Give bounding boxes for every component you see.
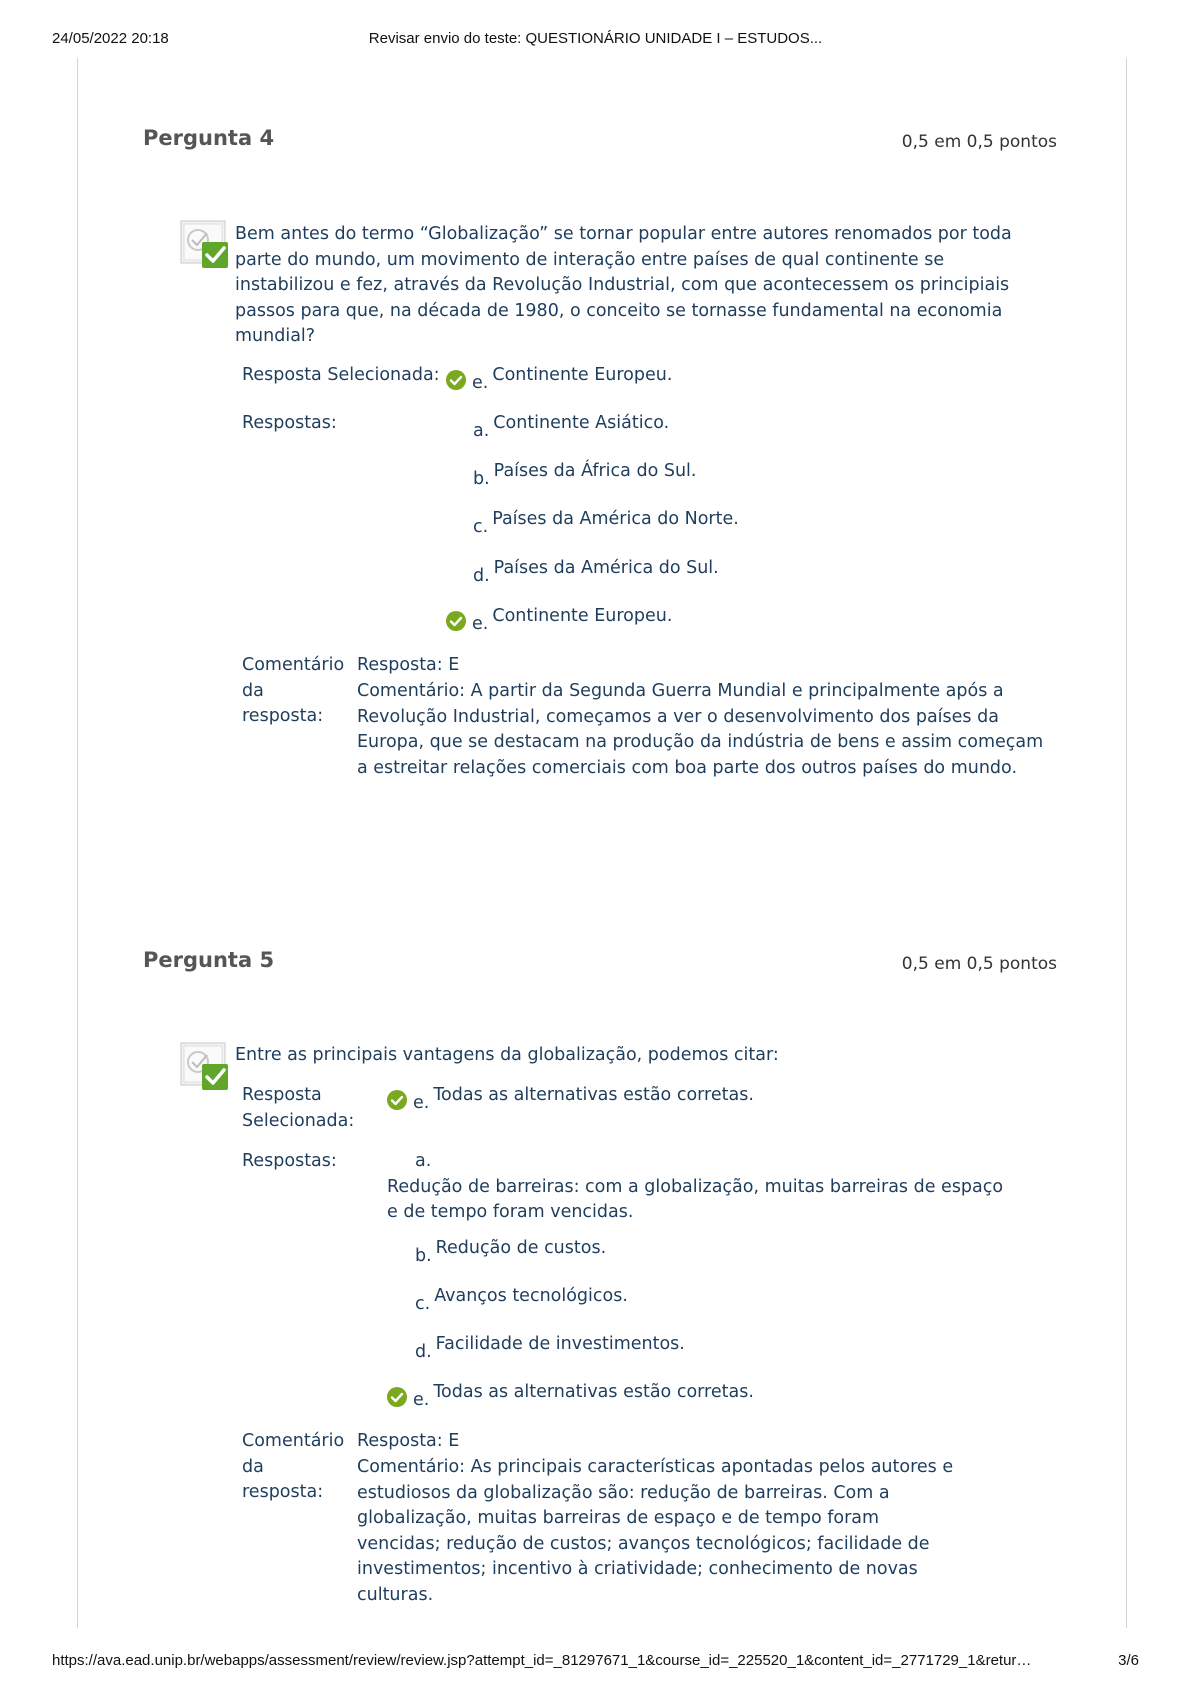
option-letter: b. bbox=[473, 469, 490, 489]
page-url-link[interactable]: https://ava.ead.unip.br/webapps/assessment/review/review.jsp?attempt_id=_81297671_1&course_id=_225520_1&content_id=_2771729_1&retur… bbox=[52, 1652, 1032, 1669]
comment-text: Comentário: A partir da Segunda Guerra Mundial e principalmente após a Revolução Industrial, começamos a ver o desenvolvimento dos países da Europa, que se destacam na produção da indústria de bens e assim começam a estreitar relações comerciais com boa parte dos outros países do mundo. bbox=[357, 681, 1044, 778]
question-text: Entre as principais vantagens da globalização, podemos citar: bbox=[235, 1045, 779, 1065]
comment-label: Comentário da resposta: bbox=[242, 655, 345, 727]
question-4 bbox=[143, 126, 1057, 806]
question-text: Bem antes do termo “Globalização” se tornar popular entre autores renomados por toda parte do mundo, um movimento de interação entre países de qual continente se instabilizou e fez, através da Revolução Industrial, com que acontecessem os principiais passos para que, na década de 1980, o conceito se tornasse fundamental na economia mundial? bbox=[235, 224, 1012, 347]
answer-option-a bbox=[473, 413, 670, 441]
check-icon bbox=[446, 370, 466, 390]
option-text: Países da América do Sul. bbox=[493, 558, 719, 578]
option-letter: a. bbox=[415, 1151, 432, 1171]
option-letter: c. bbox=[415, 1294, 431, 1314]
question-points: 0,5 em 0,5 pontos bbox=[901, 132, 1057, 152]
correct-status-icon bbox=[180, 220, 230, 272]
comment-answer: Resposta: E bbox=[357, 655, 460, 675]
print-datetime: 24/05/2022 20:18 bbox=[52, 30, 169, 47]
answer-option-c bbox=[415, 1286, 628, 1314]
question-title: Pergunta 4 bbox=[143, 126, 275, 150]
option-text: Continente Europeu. bbox=[492, 606, 673, 626]
print-footer bbox=[52, 1652, 1139, 1672]
answer-option-d bbox=[415, 1334, 685, 1362]
option-text: Continente Asiático. bbox=[493, 413, 670, 433]
selected-answer-label: Resposta Selecionada: bbox=[242, 1085, 355, 1131]
answer-option-e-correct bbox=[446, 606, 673, 634]
question-points: 0,5 em 0,5 pontos bbox=[901, 954, 1057, 974]
answer-option-a bbox=[387, 1149, 1017, 1226]
print-header bbox=[52, 30, 1139, 50]
option-text: Redução de barreiras: com a globalização, muitas barreiras de espaço e de tempo foram vencidas. bbox=[387, 1176, 1004, 1223]
check-icon bbox=[387, 1090, 407, 1110]
answer-option-e-correct bbox=[387, 1382, 754, 1410]
page-number: 3/6 bbox=[1118, 1652, 1139, 1669]
option-letter: a. bbox=[473, 421, 490, 441]
answer-option-c bbox=[473, 509, 739, 537]
option-text: Países da América do Norte. bbox=[492, 509, 739, 529]
option-text: Todas as alternativas estão corretas. bbox=[433, 1382, 754, 1402]
answers-label: Respostas: bbox=[242, 1151, 337, 1171]
option-letter: b. bbox=[415, 1246, 432, 1266]
option-text: Países da África do Sul. bbox=[493, 461, 697, 481]
question-title: Pergunta 5 bbox=[143, 948, 275, 972]
content-border-right bbox=[1126, 58, 1127, 1628]
option-text: Avanços tecnológicos. bbox=[434, 1286, 628, 1306]
option-letter: d. bbox=[473, 566, 490, 586]
answer-option-d bbox=[473, 558, 719, 586]
answers-label: Respostas: bbox=[242, 413, 337, 433]
check-icon bbox=[387, 1387, 407, 1407]
option-letter: d. bbox=[415, 1342, 432, 1362]
selected-answer bbox=[446, 365, 673, 393]
print-page-title: Revisar envio do teste: QUESTIONÁRIO UNIDADE I – ESTUDOS... bbox=[368, 30, 823, 47]
comment-label: Comentário da resposta: bbox=[242, 1431, 345, 1503]
option-letter: e. bbox=[413, 1390, 430, 1410]
option-letter: e. bbox=[413, 1093, 430, 1113]
option-letter: e. bbox=[472, 614, 489, 634]
option-letter: e. bbox=[472, 373, 489, 393]
option-text: Facilidade de investimentos. bbox=[435, 1334, 685, 1354]
selected-answer-label: Resposta Selecionada: bbox=[242, 365, 440, 385]
option-text: Redução de custos. bbox=[435, 1238, 607, 1258]
content-border-left bbox=[77, 58, 78, 1628]
selected-answer bbox=[387, 1085, 754, 1113]
option-letter: c. bbox=[473, 517, 489, 537]
check-icon bbox=[446, 611, 466, 631]
answer-option-b bbox=[473, 461, 697, 489]
option-text: Continente Europeu. bbox=[492, 365, 673, 385]
answer-option-b bbox=[415, 1238, 607, 1266]
correct-status-icon bbox=[180, 1042, 230, 1094]
option-text: Todas as alternativas estão corretas. bbox=[433, 1085, 754, 1105]
question-5 bbox=[143, 948, 1057, 1605]
comment-answer: Resposta: E bbox=[357, 1431, 460, 1451]
comment-text: Comentário: As principais características apontadas pelos autores e estudiosos da globalização são: redução de barreiras. Com a globalização, muitas barreiras de espaço e de tempo foram vencidas; redução de custos; avanços tecnológicos; facilidade de investimentos; incentivo à criatividade; conhecimento de novas culturas. bbox=[357, 1457, 954, 1605]
